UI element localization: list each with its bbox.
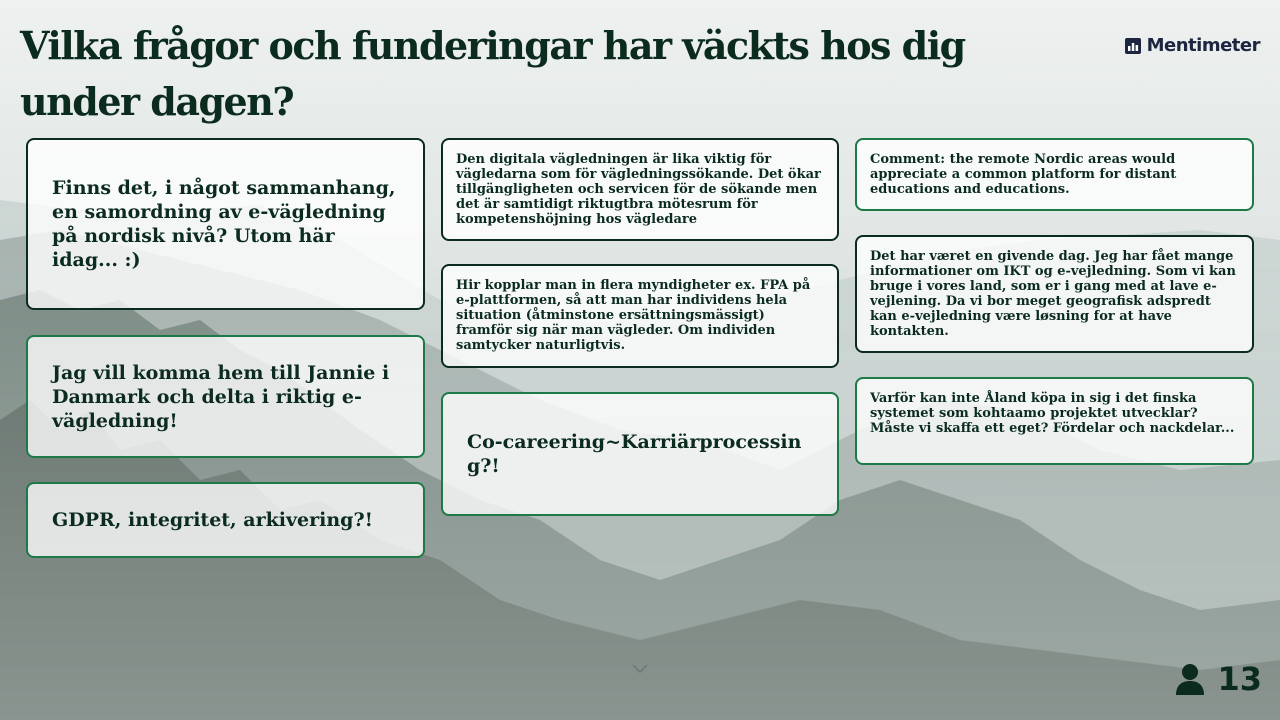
response-text: GDPR, integritet, arkivering?! [52, 509, 373, 531]
response-card [441, 264, 839, 368]
response-card [26, 482, 425, 558]
brand-name: Mentimeter [1146, 35, 1260, 56]
response-text: Jag vill komma hem till Jannie i Danmark och delta i riktig e-vägledning! [52, 361, 390, 432]
response-text: Det har været en givende dag. Jeg har fået mange informationer om IKT og e-vejledning. Som vi kan bruge i vores land, som er i gang med at lave e-vejlening. Da vi bor meget geografisk adspredt kan e-vejledning være løsning for at have kontakten. [870, 249, 1236, 339]
response-text: Den digitala vägledningen är lika viktig för vägledarna som för vägledningssökande. Det ökar tillgängligheten och servicen för de sökande men det är samtidigt riktugtbra mötesrum för kompetenshöjning hos vägledare [456, 152, 821, 227]
response-card [441, 138, 839, 241]
chevron-down-icon[interactable] [632, 664, 648, 674]
response-card [26, 138, 425, 310]
response-card [26, 335, 425, 458]
response-text: Finns det, i något sammanhang, en samordning av e-vägledning på nordisk nivå? Utom här idag... :) [52, 177, 396, 271]
response-card [855, 235, 1254, 353]
response-card [855, 138, 1254, 211]
participant-count [1175, 660, 1262, 698]
person-icon [1175, 663, 1205, 695]
mentimeter-logo-icon [1125, 38, 1141, 54]
participant-count-value: 13 [1217, 660, 1262, 698]
response-card [441, 392, 839, 516]
response-text: Co-careering~Karriärprocessing?! [467, 431, 802, 477]
response-text: Varför kan inte Åland köpa in sig i det finska systemet som kohtaamo projektet utvecklar? Måste vi skaffa ett eget? Fördelar och nackdelar... [870, 391, 1235, 436]
response-card [855, 377, 1254, 465]
response-text: Hir kopplar man in flera myndigheter ex. FPA på e-plattformen, så att man har individens hela situation (åtminstone ersättningsmässigt) framför sig när man vägleder. Om individen samtycker naturligtvis. [456, 278, 811, 353]
slide-title: Vilka frågor och funderingar har väckts hos dig under dagen? [20, 23, 965, 124]
response-text: Comment: the remote Nordic areas would appreciate a common platform for distant educations and educations. [870, 152, 1177, 197]
mentimeter-logo [1125, 35, 1260, 56]
